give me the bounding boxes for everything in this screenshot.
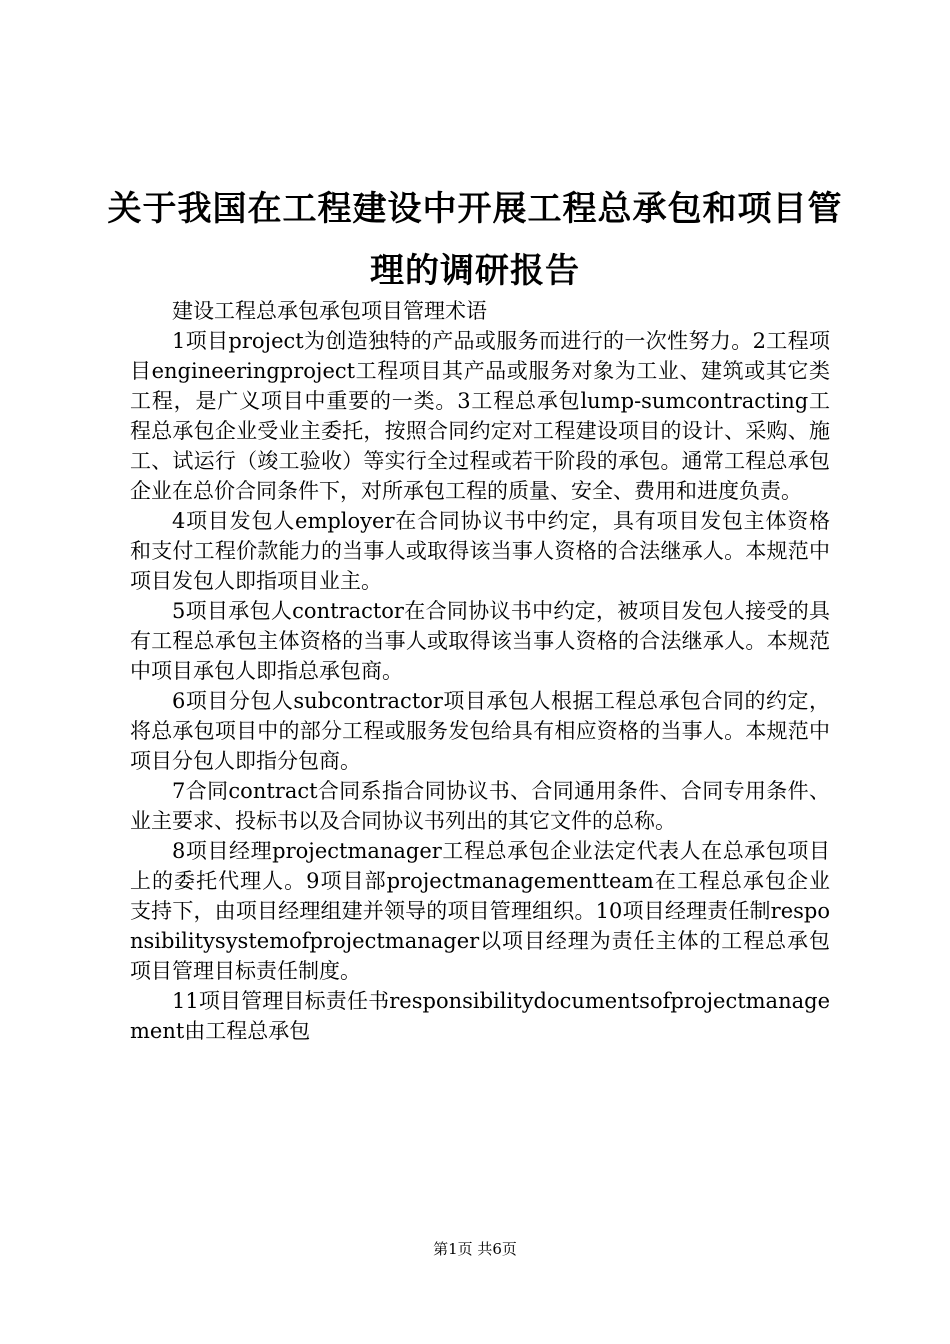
- document-body: [130, 296, 830, 1046]
- paragraph: 7合同contract合同系指合同协议书、合同通用条件、合同专用条件、业主要求、投标书以及合同协议书列出的其它文件的总称。: [130, 779, 830, 833]
- paragraph: 1项目project为创造独特的产品或服务而进行的一次性努力。2工程项目engineeringproject工程项目其产品或服务对象为工业、建筑或其它类工程，是广义项目中重要的一类。3工程总承包lump-sumcontracting工程总承包企业受业主委托，按照合同约定对工程建设项目的设计、采购、施工、试运行（竣工验收）等实行全过程或若干阶段的承包。通常工程总承包企业在总价合同条件下，对所承包工程的质量、安全、费用和进度负责。: [130, 329, 830, 503]
- paragraph: 建设工程总承包承包项目管理术语: [172, 299, 487, 323]
- document-title: 关于我国在工程建设中开展工程总承包和项目管理的调研报告: [107, 189, 843, 291]
- paragraph: 11项目管理目标责任书responsibilitydocumentsofprojectmanagement由工程总承包: [130, 989, 830, 1043]
- page-number-footer: 第1页 共6页: [433, 1240, 517, 1258]
- paragraph: 5项目承包人contractor在合同协议书中约定，被项目发包人接受的具有工程总承包主体资格的当事人或取得该当事人资格的合法继承人。本规范中项目承包人即指总承包商。: [130, 599, 830, 683]
- paragraph: 6项目分包人subcontractor项目承包人根据工程总承包合同的约定，将总承包项目中的部分工程或服务发包给具有相应资格的当事人。本规范中项目分包人即指分包商。: [130, 689, 830, 773]
- paragraph: 8项目经理projectmanager工程总承包企业法定代表人在总承包项目上的委托代理人。9项目部projectmanagementteam在工程总承包企业支持下，由项目经理组建并领导的项目管理组织。10项目经理责任制responsibilitysystemofprojectmanager以项目经理为责任主体的工程总承包项目管理目标责任制度。: [130, 839, 830, 983]
- paragraph: 4项目发包人employer在合同协议书中约定，具有项目发包主体资格和支付工程价款能力的当事人或取得该当事人资格的合法继承人。本规范中项目发包人即指项目业主。: [130, 509, 830, 593]
